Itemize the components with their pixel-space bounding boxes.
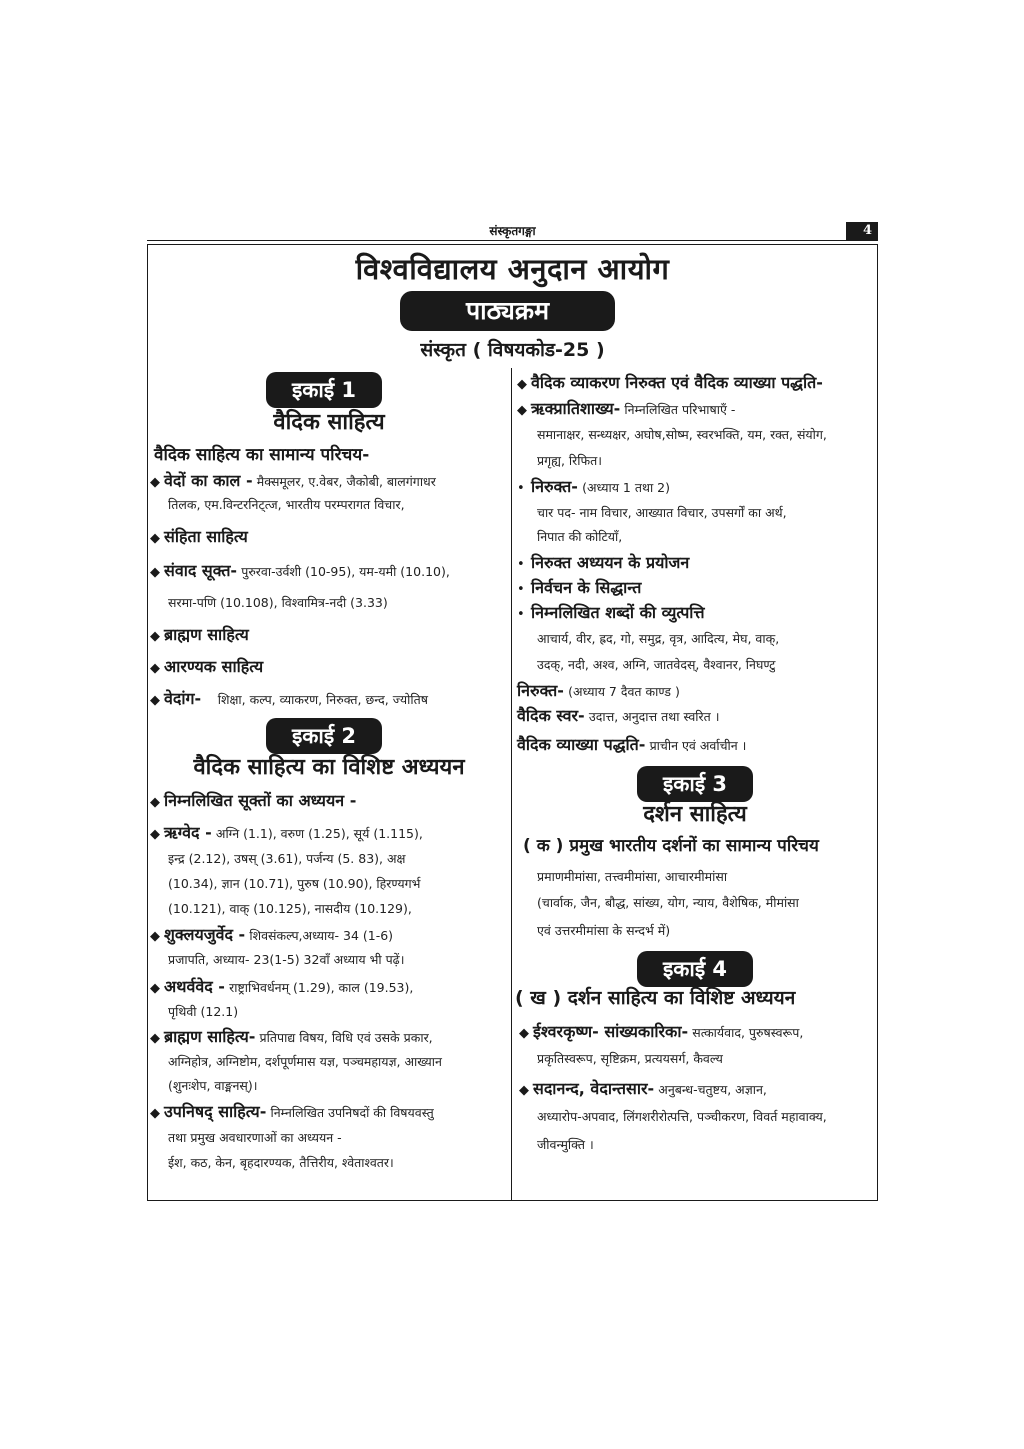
unit-3-text: (चार्वाक, जैन, बौद्ध, सांख्य, योग, न्याय, वैशेषिक, मीमांसा: [537, 895, 799, 910]
diamond-bullet-icon: ◆: [150, 661, 160, 676]
unit-2-title: वैदिक साहित्य का विशिष्ट अध्ययन: [193, 755, 465, 780]
list-item: ◆ अथर्ववेद - राष्ट्राभिवर्धनम् (1.29), काल (19.53),: [150, 977, 414, 996]
list-item: • निरुक्त अध्ययन के प्रयोजन: [517, 553, 690, 572]
list-item-continued: उदक्, नदी, अश्व, अग्नि, जातवेदस्, वैश्वानर, निघण्टु: [537, 657, 776, 672]
dot-bullet-icon: •: [517, 557, 525, 572]
unit-1-badge: इकाई 1: [266, 372, 382, 408]
list-item: वैदिक व्याख्या पद्धति- प्राचीन एवं अर्वाचीन ।: [517, 735, 747, 754]
list-item: ◆ शुक्लयजुर्वेद - शिवसंकल्प,अध्याय- 34 (1-6): [150, 925, 394, 944]
list-item-continued: तथा प्रमुख अवधारणाओं का अध्ययन -: [168, 1130, 342, 1145]
diamond-bullet-icon: ◆: [150, 981, 160, 996]
list-item: ◆ निम्नलिखित सूक्तों का अध्ययन -: [150, 791, 357, 810]
list-item: ◆ वेदों का काल - मैक्समूलर, ए.वेबर, जैकोबी, बालगंगाधर: [150, 471, 436, 490]
list-item-continued: ईश, कठ, केन, बृहदारण्यक, तैत्तिरीय, श्वेताश्वतर।: [168, 1155, 394, 1170]
list-item: ◆ संवाद सूक्त- पुरुरवा-उर्वशी (10-95), यम-यमी (10.10),: [150, 561, 450, 580]
syllabus-frame: [147, 244, 878, 1201]
list-item-continued: पृथिवी (12.1): [168, 1004, 239, 1019]
unit-4-badge: इकाई 4: [637, 951, 753, 987]
list-item-continued: अग्निहोत्र, अग्निष्टोम, दर्शपूर्णमास यज्ञ, पञ्चमहायज्ञ, आख्यान: [168, 1054, 442, 1069]
unit-4-title: ( ख ) दर्शन साहित्य का विशिष्ट अध्ययन: [515, 987, 796, 1009]
unit-2-badge: इकाई 2: [266, 718, 382, 754]
section-heading: ◆ वैदिक व्याकरण निरुक्त एवं वैदिक व्याख्या पद्धति-: [517, 373, 823, 392]
list-item: ◆ आरण्यक साहित्य: [150, 657, 264, 676]
diamond-bullet-icon: ◆: [150, 475, 160, 490]
list-item-continued: चार पद- नाम विचार, आख्यात विचार, उपसर्गों का अर्थ,: [537, 505, 787, 520]
subject-code: संस्कृत ( विषयकोड-25 ): [420, 339, 605, 361]
list-item: ◆ ईश्वरकृष्ण- सांख्यकारिका- सत्कार्यवाद, पुरुषस्वरूप,: [519, 1022, 804, 1041]
list-item: ◆ संहिता साहित्य: [150, 527, 248, 546]
list-item: • निरुक्त- (अध्याय 1 तथा 2): [517, 477, 670, 496]
list-item-continued: अध्यारोप-अपवाद, लिंगशरीरोत्पत्ति, पञ्चीकरण, विवर्त महावाक्य,: [537, 1109, 827, 1124]
diamond-bullet-icon: ◆: [150, 565, 160, 580]
unit-3-subheading: ( क ) प्रमुख भारतीय दर्शनों का सामान्य परिचय: [523, 836, 819, 856]
page-title: विश्वविद्यालय अनुदान आयोग: [355, 252, 670, 286]
unit-3-badge: इकाई 3: [637, 766, 753, 802]
diamond-bullet-icon: ◆: [150, 827, 160, 842]
list-item-continued: आचार्य, वीर, ह्रद, गो, समुद्र, वृत्र, आदित्य, मेघ, वाक्,: [537, 631, 780, 646]
list-item-continued: प्रजापति, अध्याय- 23(1-5) 32वाँ अध्याय भी पढ़ें।: [168, 952, 405, 967]
dot-bullet-icon: •: [517, 607, 525, 622]
dot-bullet-icon: •: [517, 481, 525, 496]
diamond-bullet-icon: ◆: [150, 795, 160, 810]
diamond-bullet-icon: ◆: [150, 1031, 160, 1046]
list-item: निरुक्त- (अध्याय 7 दैवत काण्ड ): [517, 681, 680, 700]
list-item-continued: (10.121), वाक् (10.125), नासदीय (10.129),: [168, 901, 412, 916]
unit-3-text: प्रमाणमीमांसा, तत्त्वमीमांसा, आचारमीमांसा: [537, 869, 728, 884]
list-item-continued: इन्द्र (2.12), उषस् (3.61), पर्जन्य (5. 83), अक्ष: [168, 851, 406, 866]
diamond-bullet-icon: ◆: [519, 1083, 529, 1098]
diamond-bullet-icon: ◆: [150, 531, 160, 546]
column-divider: [511, 368, 512, 1200]
unit-2-badge-wrap: [266, 718, 382, 754]
diamond-bullet-icon: ◆: [150, 629, 160, 644]
list-item: ◆ ऋग्वेद - अग्नि (1.1), वरुण (1.25), सूर्य (1.115),: [150, 823, 423, 842]
list-item: ◆ उपनिषद् साहित्य- निम्नलिखित उपनिषदों की विषयवस्तु: [150, 1102, 434, 1121]
list-item: ◆ ब्राह्मण साहित्य- प्रतिपाद्य विषय, विधि एवं उसके प्रकार,: [150, 1027, 433, 1046]
diamond-bullet-icon: ◆: [519, 1026, 529, 1041]
unit-1-intro-heading: वैदिक साहित्य का सामान्य परिचय-: [154, 445, 370, 465]
diamond-bullet-icon: ◆: [150, 929, 160, 944]
list-item-continued: समानाक्षर, सन्ध्यक्षर, अघोष,सोष्म, स्वरभक्ति, यम, रक्त, संयोग,: [537, 427, 827, 442]
unit-1-title: वैदिक साहित्य: [273, 410, 385, 435]
dot-bullet-icon: •: [517, 582, 525, 597]
diamond-bullet-icon: ◆: [517, 403, 527, 418]
list-item-continued: प्रकृतिस्वरूप, सृष्टिक्रम, प्रत्ययसर्ग, कैवल्य: [537, 1051, 723, 1066]
unit-3-text: एवं उत्तरमीमांसा के सन्दर्भ में): [537, 923, 671, 938]
syllabus-badge: पाठ्यक्रम: [400, 291, 615, 331]
unit-3-badge-wrap: [637, 766, 753, 802]
list-item: • निम्नलिखित शब्दों की व्युत्पत्ति: [517, 603, 705, 622]
running-header: [147, 220, 878, 242]
list-item-continued: जीवन्मुक्ति ।: [537, 1137, 594, 1152]
page-number: 4: [846, 222, 878, 240]
list-item: • निर्वचन के सिद्धान्त: [517, 578, 642, 597]
list-item: ◆ सदानन्द, वेदान्तसार- अनुबन्ध-चतुष्टय, अज्ञान,: [519, 1079, 767, 1098]
list-item: वैदिक स्वर- उदात्त, अनुदात्त तथा स्वरित ।: [517, 706, 720, 725]
list-item-continued: निपात की कोटियाँ,: [537, 529, 623, 544]
diamond-bullet-icon: ◆: [150, 693, 160, 708]
list-item: ◆ ब्राह्मण साहित्य: [150, 625, 249, 644]
unit-3-title: दर्शन साहित्य: [643, 802, 747, 827]
unit-1-badge-wrap: [266, 372, 382, 408]
list-item-continued: (10.34), ज्ञान (10.71), पुरुष (10.90), हिरण्यगर्भ: [168, 876, 421, 891]
header-rule: [147, 240, 878, 241]
unit-4-badge-wrap: [637, 951, 753, 987]
list-item: ◆ वेदांग- शिक्षा, कल्प, व्याकरण, निरुक्त, छन्द, ज्योतिष: [150, 689, 428, 708]
list-item-continued: प्रगृह्य, रिफित।: [537, 453, 603, 468]
list-item-continued: तिलक, एम.विन्टरनिट्त्ज, भारतीय परम्परागत विचार,: [168, 497, 405, 512]
running-title: संस्कृतगङ्गा: [489, 224, 536, 238]
list-item: ◆ ऋक्प्रातिशाख्य- निम्नलिखित परिभाषाएँ -: [517, 399, 736, 418]
list-item-continued: (शुनःशेप, वाङ्मनस्)।: [168, 1078, 258, 1093]
list-item-continued: सरमा-पणि (10.108), विश्वामित्र-नदी (3.33): [168, 595, 388, 610]
diamond-bullet-icon: ◆: [517, 377, 527, 392]
diamond-bullet-icon: ◆: [150, 1106, 160, 1121]
